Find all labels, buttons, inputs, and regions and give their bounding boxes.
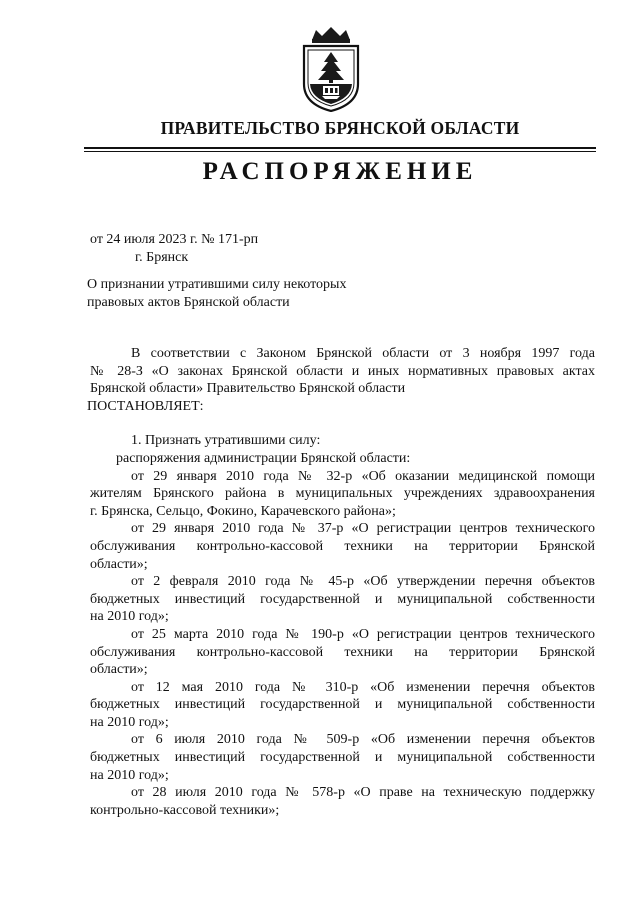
list-item-line: области»; [90,556,148,572]
list-item-line: от 29 января 2010 года № 37-р «О регистрации центров технического [131,521,595,537]
header-rule-thick [84,147,596,149]
document-type: РАСПОРЯЖЕНИЕ [202,158,478,185]
list-item-line: от 12 мая 2010 года № 310-р «Об изменении перечня объектов [131,679,595,695]
header-rule-thin [84,151,596,152]
list-item-line: на 2010 год»; [90,714,169,730]
date-number: от 24 июля 2023 г. № 171-рп [90,232,259,247]
organization-title: ПРАВИТЕЛЬСТВО БРЯНСКОЙ ОБЛАСТИ [160,118,520,138]
list-item-line: на 2010 год»; [90,609,169,625]
decree-word: ПОСТАНОВЛЯЕТ: [87,398,204,414]
list-item-line: жителям Брянского района в муниципальных учреждениях здравоохранения [90,486,595,502]
document-subject [87,276,346,312]
issue-place: г. Брянск [135,250,189,265]
subject-line: правовых актов Брянской области [87,295,290,310]
coat-of-arms-icon [300,26,362,112]
preamble-line: Брянской области» Правительство Брянской области [90,381,406,397]
subject-line: О признании утратившими силу некоторых [87,277,347,292]
list-item-line: от 6 июля 2010 года № 509-р «Об изменении перечня объектов [131,732,595,748]
document-body [87,345,595,819]
list-item-line: контрольно-кассовой техники»; [90,802,280,818]
list-item-line: бюджетных инвестиций государственной и муниципальной собственности [90,750,595,766]
preamble-line: В соответствии с Законом Брянской области от 3 ноября 1997 года [131,346,595,361]
list-item-line: бюджетных инвестиций государственной и муниципальной собственности [90,591,595,607]
list-item-line: области»; [90,662,148,678]
clause-subheading: распоряжения администрации Брянской области: [116,450,411,466]
list-item-line: обслуживания контрольно-кассовой техники на территории Брянской [90,644,595,660]
list-item-line: г. Брянска, Сельцо, Фокино, Карачевского района»; [90,503,396,519]
list-item-line: на 2010 год»; [90,767,169,783]
list-item-line: обслуживания контрольно-кассовой техники на территории Брянской [90,538,595,554]
preamble-line: № 28-З «О законах Брянской области и иных нормативных правовых актах [90,363,595,379]
list-item-line: бюджетных инвестиций государственной и муниципальной собственности [90,697,595,713]
list-item-line: от 29 января 2010 года № 32-р «Об оказании медицинской помощи [131,468,595,484]
clause-heading: 1. Признать утратившими силу: [131,433,321,449]
list-item-line: от 2 февраля 2010 года № 45-р «Об утверждении перечня объектов [131,574,595,590]
list-item-line: от 25 марта 2010 года № 190-р «О регистрации центров технического [131,626,595,642]
list-item-line: от 28 июля 2010 года № 578-р «О праве на техническую поддержку [131,785,595,801]
